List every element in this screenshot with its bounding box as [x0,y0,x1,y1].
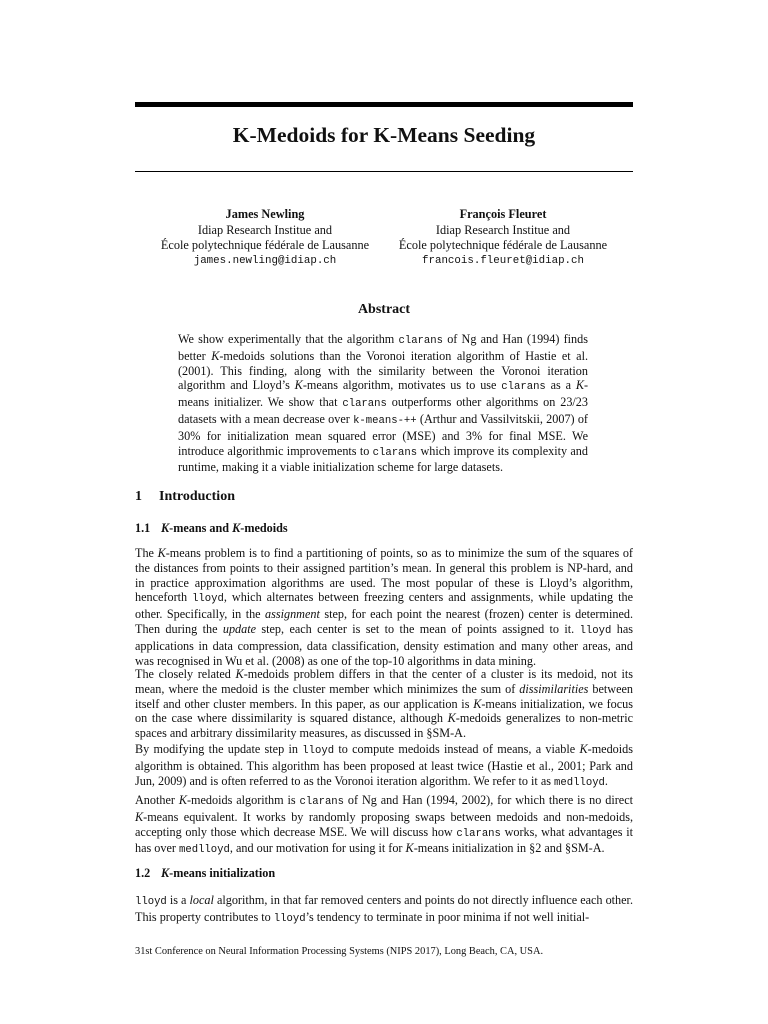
author-name: James Newling [225,207,305,221]
abstract-text: We show experimentally that the algorithm clarans of Ng and Han (1994) finds better K-medoids solutions than the Voronoi iteration algorithm of Hastie et al. (2001). This finding, along with the similarity between the Voronoi iteration algorithm and Lloyd’s K-means algorithm, motivates us to use clarans as a K-means initializer. We show that clarans outperforms other algorithms on 23/23 datasets with a mean decrease over k-means-++ (Arthur and Vassilvitskii, 2007) of 30% for initialization mean squared error (MSE) and 3% for final MSE. We introduce algorithmic improvements to clarans which improve its complexity and runtime, making it a viable initialization scheme for large datasets. [178,332,589,475]
author-name: François Fleuret [459,207,547,221]
author-affiliation: École polytechnique fédérale de Lausanne [160,238,370,252]
paragraph-2: The closely related K-medoids problem differs in that the center of a cluster is its medoid, not its mean, where the medoid is the cluster member which minimizes the sum of dissimilarities between itself and other cluster members. In this paper, as our application is K-means initialization, we focus on the case where dissimilarity is squared distance, although K-medoids generalizes to non-metric spaces and arbitrary dissimilarity measures, as discussed in §SM-A. [135,667,634,741]
author-email: francois.fleuret@idiap.ch [422,254,584,267]
top-rule [135,102,633,107]
author-email: james.newling@idiap.ch [193,254,337,267]
conference-footnote: 31st Conference on Neural Information Processing Systems (NIPS 2017), Long Beach, CA, USA. [135,946,544,957]
paragraph-3: By modifying the update step in lloyd to compute medoids instead of means, a viable K-medoids algorithm is obtained. This algorithm has been proposed at least twice (Hastie et al., 2001; Park and Jun, 2009) and is often referred to as the Voronoi iteration algorithm. We refer to it as medlloyd. [135,742,633,789]
author-block-2 [373,207,633,269]
title-bottom-rule [135,171,633,172]
paragraph-1: The K-means problem is to find a partitioning of points, so as to minimize the sum of the squares of the distances from points to their assigned partition’s mean. In general this problem is NP-hard, and in practice approximation algorithms are used. The most popular of these is Lloyd’s algorithm, henceforth lloyd, which alternates between freezing centers and assignments, while updating the other. Specifically, in the assignment step, for each point the nearest (frozen) center is determined. Then during the update step, each center is set to the mean of points assigned to it. lloyd has applications in data compression, data classification, density estimation and many other areas, and was recognised in Wu et al. (2008) as one of the top-10 algorithms in data mining. [135,546,633,668]
section-heading-introduction: 1 Introduction [135,489,235,504]
paragraph-4: Another K-medoids algorithm is clarans of Ng and Han (1994, 2002), for which there is no direct K-means equivalent. It works by randomly proposing swaps between medoids and non-medoids, accepting only those which decrease MSE. We will discuss how clarans works, what advantages it has over medlloyd, and our motivation for using it for K-means initialization in §2 and §SM-A. [135,793,634,857]
author-affiliation: École polytechnique fédérale de Lausanne [398,238,608,252]
subsection-heading-1-1: 1.1 K-means and K-medoids [135,521,288,535]
abstract-heading: Abstract [357,302,411,317]
author-block-1 [135,207,395,269]
paragraph-5: lloyd is a local algorithm, in that far removed centers and points do not directly influence each other. This property contributes to lloyd’s tendency to terminate in poor minima if not well initial- [135,893,633,925]
paper-title: K-Medoids for K-Means Seeding [232,123,536,147]
subsection-heading-1-2: 1.2 K-means initialization [135,866,276,880]
author-affiliation: Idiap Research Institue and [435,222,571,237]
author-affiliation: Idiap Research Institue and [197,222,333,237]
